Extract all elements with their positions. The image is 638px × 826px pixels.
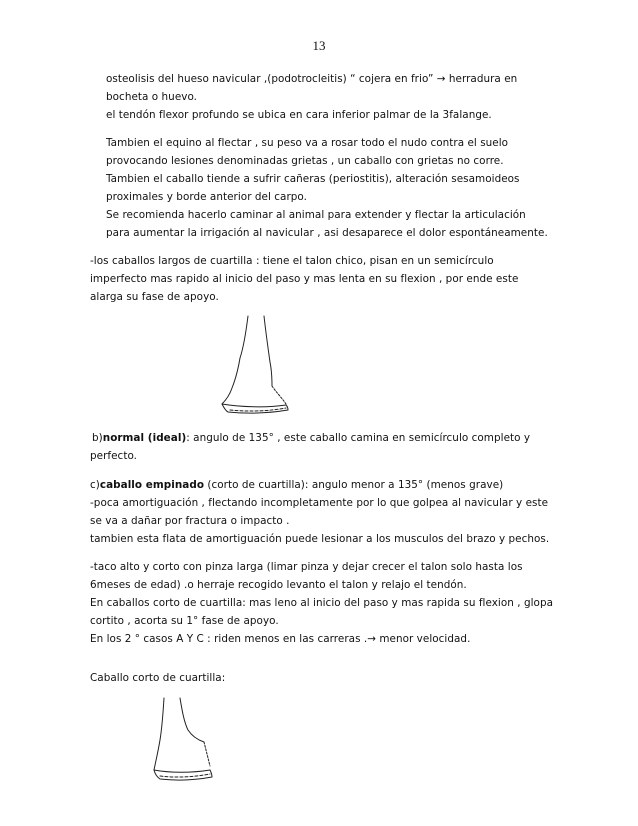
empinado-line bbox=[90, 479, 503, 491]
text-line: -poca amortiguación , flectando incompletamente por lo que golpea al navicular y este bbox=[90, 497, 549, 509]
hoof-illustration-short-pastern bbox=[136, 696, 246, 796]
text-line: perfecto. bbox=[90, 450, 138, 462]
normal-desc: : angulo de 135° , este caballo camina en semicírculo completo y bbox=[186, 432, 531, 444]
text-line: -los caballos largos de cuartilla : tiene el talon chico, pisan en un semicírculo bbox=[90, 255, 494, 267]
text-line: bocheta o huevo. bbox=[106, 91, 198, 103]
normal-line bbox=[92, 432, 530, 444]
text-line: para aumentar la irrigación al navicular , asi desaparece el dolor espontáneamente. bbox=[106, 227, 548, 239]
text-line: imperfecto mas rapido al inicio del paso y mas lenta en su flexion , por ende este bbox=[90, 273, 519, 285]
text-line: se va a dañar por fractura o impacto . bbox=[90, 515, 290, 527]
text-line: En los 2 ° casos A Y C : riden menos en las carreras .→ menor velocidad. bbox=[90, 633, 471, 645]
empinado-label: caballo empinado bbox=[99, 479, 205, 491]
normal-label: normal (ideal) bbox=[102, 432, 187, 444]
text-line: Se recomienda hacerlo caminar al animal para extender y flectar la articulación bbox=[106, 209, 526, 221]
text-line: tambien esta flata de amortiguación puede lesionar a los musculos del brazo y pechos. bbox=[90, 533, 550, 545]
normal-prefix: b) bbox=[92, 432, 103, 444]
text-line: osteolisis del hueso navicular ,(podotrocleitis) “ cojera en frio” → herradura en bbox=[106, 73, 518, 85]
text-line: -taco alto y corto con pinza larga (limar pinza y dejar crecer el talon solo hasta los bbox=[90, 561, 523, 573]
figure-caption: Caballo corto de cuartilla: bbox=[90, 672, 226, 684]
text-line: alarga su fase de apoyo. bbox=[90, 291, 219, 303]
hoof-illustration-long-pastern bbox=[200, 312, 320, 420]
text-line: 6meses de edad) .o herraje recogido levanto el talon y relajo el tendón. bbox=[90, 579, 467, 591]
text-line: En caballos corto de cuartilla: mas leno al inicio del paso y mas rapida su flexion , glopa bbox=[90, 597, 554, 609]
empinado-prefix: c) bbox=[90, 479, 100, 491]
text-line: cortito , acorta su 1° fase de apoyo. bbox=[90, 615, 279, 627]
text-line: provocando lesiones denominadas grietas , un caballo con grietas no corre. bbox=[106, 155, 504, 167]
page-number: 13 bbox=[312, 38, 326, 53]
empinado-desc: (corto de cuartilla): angulo menor a 135° (menos grave) bbox=[204, 479, 504, 491]
text-line: el tendón flexor profundo se ubica en cara inferior palmar de la 3falange. bbox=[106, 109, 492, 121]
text-line: Tambien el equino al flectar , su peso va a rosar todo el nudo contra el suelo bbox=[106, 137, 509, 149]
text-line: Tambien el caballo tiende a sufrir cañeras (periostitis), alteración sesamoideos bbox=[106, 173, 520, 185]
text-line: proximales y borde anterior del carpo. bbox=[106, 191, 307, 203]
